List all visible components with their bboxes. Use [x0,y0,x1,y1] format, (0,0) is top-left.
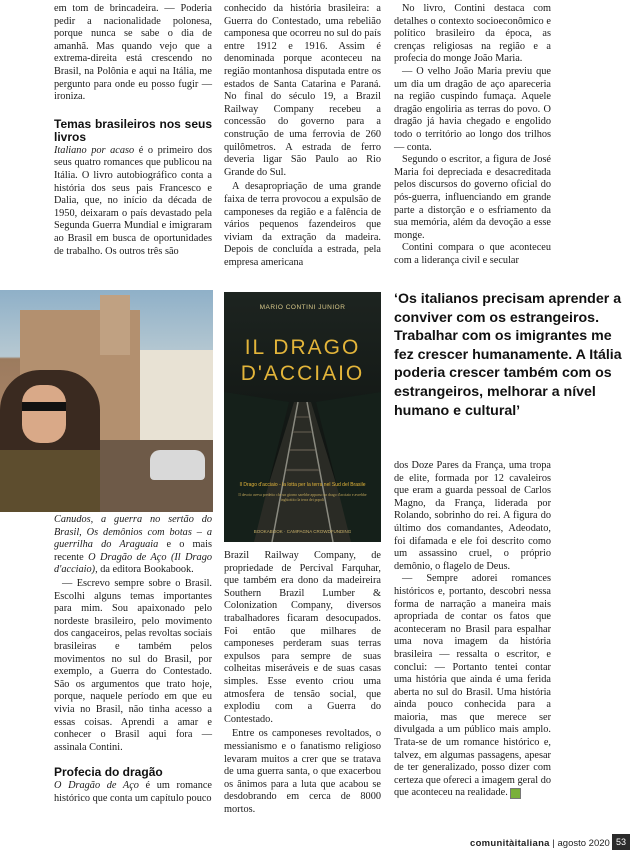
column-3-bottom [394,460,551,800]
issue-date: agosto 2020 [557,838,610,849]
railway-track-illustration [224,292,381,542]
section-heading: Profecia do dragão [54,765,163,780]
pull-quote: ‘Os italianos precisam aprender a conviver com os estrangeiros. Trabalhar com os imigrantes me fez crescer humanamente. A Itália poderia crescer também com os estrangeiros, melhorar a nível humano e cultural’ [394,291,622,419]
caption-italic: O Dragão de Aço (Il Drago d'acciaio) [54,551,213,576]
cover-title-line-2: D'ACCIAIO [240,362,365,385]
magazine-name: comunitàitaliana [470,838,550,849]
paragraph: conhecido da história brasileira: a Guerra do Contestado, uma rebelião camponesa que ocorreu no sul do país entre 1912 e 1916. Assim é denominada porque aconteceu na região montanhosa disputada entre os estados de Santa Catarina e Paraná. No final do século 19, a Brazil Railway Company recebeu a concessão do governo para a construção de uma ferrovia de 260 quilômetros. A estrada de ferro deveria ligar São Paulo ao Rio Grande do Sul. [224,3,381,178]
photo-caption [54,514,212,577]
footer-separator: | [549,838,558,849]
column-1-top [54,3,212,258]
paragraph: No livro, Contini destaca com detalhes o contexto socioeconômico e político brasileiro da época, as crenças religiosas na região e a profecia do monge João Maria. [394,3,551,65]
caption-text: , da editora Bookabook. [95,564,194,576]
paragraph-text: é o primeiro dos seus quatro romances que publicou na Itália. O livro autobiográfico conta a história dos seus pais Francesco e Dalia, que, no início da década de 1950, deixaram o país devastado pela Segunda Guerra Mundial e imigraram ao Brasil em busca de oportunidades de trabalho. Os outros três são [54,144,212,257]
book-title: Italiano por acaso [54,144,135,156]
column-3-top [394,3,551,267]
cover-blurb: Il devoto aveva predetto che un giorno sarebbe apparso un drago d'acciaio e avrebbe inghiottito la terra dei popoli [238,493,367,502]
paragraph: dos Doze Pares da França, uma tropa de elite, formada por 12 cavaleiros que eram a guarda pessoal de Carlos Magno, da França, liderada por Rolando, sobrinho do rei. A figura do último dos comandantes, Adeodato, foi difamada e ele foi descrito como um assassino cruel, o próprio demônio, o flagelo de Deus. [394,460,551,572]
paragraph: Segundo o escritor, a figura de José Maria foi depreciada e desacreditada pelos discursos do governo oficial do pós-guerra, influenciando em grande parte a distorção e o esfriamento da sua memória, além da devoção a esse monge. [394,154,551,241]
paragraph: Contini compara o que aconteceu com a liderança civil e secular [394,242,551,266]
paragraph-text: — Sempre adorei romances históricos e, portanto, descobri nessa forma de narração a maneira mais apropriada de contar os fatos que aconteceram no Brasil para espalhar uma nova imagem da história brasileira — ressalta o escritor, e conclui: — Portanto tentei contar uma história que ainda é uma ferida aberta no sul do Brasil. Uma história ainda pouco conhecida para a maioria, mas que merece ser divulgada a um público mais amplo. Trata-se de um romance histórico e, talvez, em algumas passagens, apesar de ter generalizado, posso dizer com certeza que ofereci a imagem geral do que aconteceu na realidade. [394,573,551,799]
paragraph [54,145,212,258]
book-cover [224,292,381,542]
cover-publisher: BOOKABOOK · CAMPAGNA CROWDFUNDING [253,529,352,534]
section-heading: Temas brasileiros nos seus livros [54,116,212,144]
cover-author: MARIO CONTINI JUNIOR [259,304,346,311]
paragraph [394,573,551,800]
caption-text: e o mais recente [54,539,212,563]
caption-italic: Canudos, a guerra no sertão do Brasil, Os demônios com botas – a guerrilha do Araguaia [54,514,212,551]
paragraph: em tom de brincadeira. — Poderia pedir a nacionalidade polonesa, porque nunca se sabe o dia de amanhã. Mas quando vejo que a extrema-direita está crescendo no Brasil, na Polônia e aqui na Itália, me pergunto para onde eu posso fugir — ironiza. [54,3,212,103]
paragraph: Entre os camponeses revoltados, o messianismo e o fanatismo religioso levaram muitos a crer que se tratava de uma guerra santa, o que exacerbou os ânimos para a luta que acabou se desdobrando em cerca de 8000 mortos. [224,728,381,815]
end-mark-icon [510,788,521,799]
column-2-bottom [224,550,381,816]
cover-title-line-1: IL DRAGO [244,336,361,359]
book-title: O Dragão de Aço [54,780,139,792]
author-photo [0,290,213,512]
page-number: 53 [612,834,630,850]
page-footer [470,838,610,849]
paragraph: — O velho João Maria previu que um dia um dragão de aço apareceria na região cuspindo fumaça. Aquele dragão engoliria as terras do povo. O dragão já havia chegado e engolido todo o território ao longo dos trilhos — conta. [394,65,551,153]
cover-subtitle: Il Drago d'acciaio - la lotta per la terra nel Sud del Brasile [239,482,366,488]
paragraph-text: é um romance histórico que conta um capítulo pouco [54,780,212,804]
column-2-top [224,3,381,269]
paragraph: — Escrevo sempre sobre o Brasil. Escolhi alguns temas importantes para mim. Sou apaixonado pelo nordeste brasileiro, pelo movimento dos cangaceiros, pelas revoltas sociais brasileiras e também pelos movimentos no sul do Brasil, por exemplo, a Guerra do Contestado. São os argumentos que trato hoje, porque, naquele período em que eu vivia no Brasil, não tinha acesso a essas coisas. Aprendi a amar e conhecer o Brasil aqui fora — assinala Contini. [54,578,212,753]
paragraph: A desapropriação de uma grande faixa de terra provocou a expulsão de camponeses da região e a falência de vários pequenos fazendeiros que viviam da extração da madeira. Depois de concluída a estrada, pela empresa americana [224,181,381,268]
column-1-bottom [54,578,212,806]
paragraph: Brazil Railway Company, de propriedade de Percival Farquhar, que também era dono da madeireira Southern Brazil Lumber & Colonization Company, diversos trabalhadores ficaram desocupados. Foi então que milhares de camponeses perderam suas terras expulsos para sempre de suas colheitas miseráveis e de suas casas simples. Esse evento criou uma atmosfera de tensão social, que explodiu com a Guerra do Contestado. [224,550,381,725]
paragraph [54,780,212,805]
